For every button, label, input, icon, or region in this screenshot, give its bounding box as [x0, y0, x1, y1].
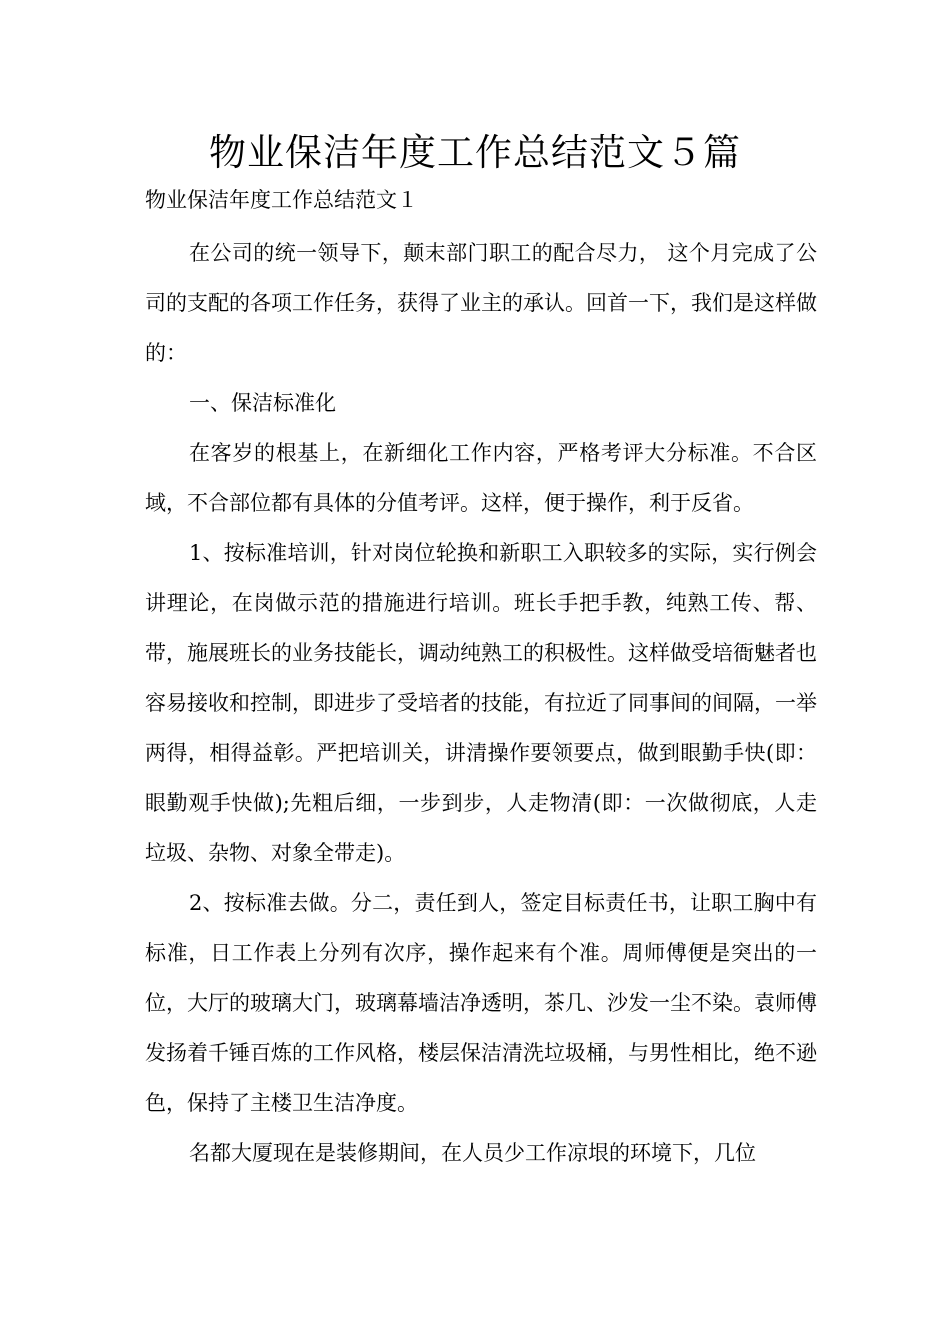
- section-heading: 一、保洁标准化: [189, 391, 336, 415]
- document-title: 物业保洁年度工作总结范文５篇: [209, 131, 741, 174]
- document-subtitle: 物业保洁年度工作总结范文１: [145, 188, 418, 212]
- paragraph-execution: 2、按标准去做。分二，责任到人，签定目标责任书，让职工胸中有标准，日工作表上分列有次序，操作起来有个准。周师傅便是突出的一位，大厅的玻璃大门，玻璃幕墙洁净透明，茶几、沙发一尘不染。袁师傅发扬着千锤百炼的工作风格，楼层保洁清洗垃圾桶，与男性相比，绝不逊色，保持了主楼卫生洁净度。: [145, 891, 817, 1115]
- paragraph-intro: 在公司的统一领导下，颠末部门职工的配合尽力， 这个月完成了公司的支配的各项工作任务，获得了业主的承认。回首一下，我们是这样做的：: [145, 241, 817, 365]
- paragraph-standard: 在客岁的根基上，在新细化工作内容，严格考评大分标准。不合区域，不合部位都有具体的分值考评。这样，便于操作，利于反省。: [145, 441, 817, 515]
- paragraph-renovation: 名都大厦现在是装修期间，在人员少工作凉垠的环境下，几位: [189, 1141, 756, 1165]
- document-body: [145, 228, 817, 1178]
- paragraph-training: 1、按标准培训，针对岗位轮换和新职工入职较多的实际，实行例会讲理论，在岗做示范的措施进行培训。班长手把手教，纯熟工传、帮、带，施展班长的业务技能长，调动纯熟工的积极性。这样做受培衙魅者也容易接收和控制，即进步了受培者的技能，有拉近了同事间的间隔，一举两得，相得益彰。严把培训关，讲清操作要领要点，做到眼勤手快(即：眼勤观手快做);先粗后细，一步到步，人走物清(即：一次做彻底，人走垃圾、杂物、对象全带走)。: [145, 541, 817, 865]
